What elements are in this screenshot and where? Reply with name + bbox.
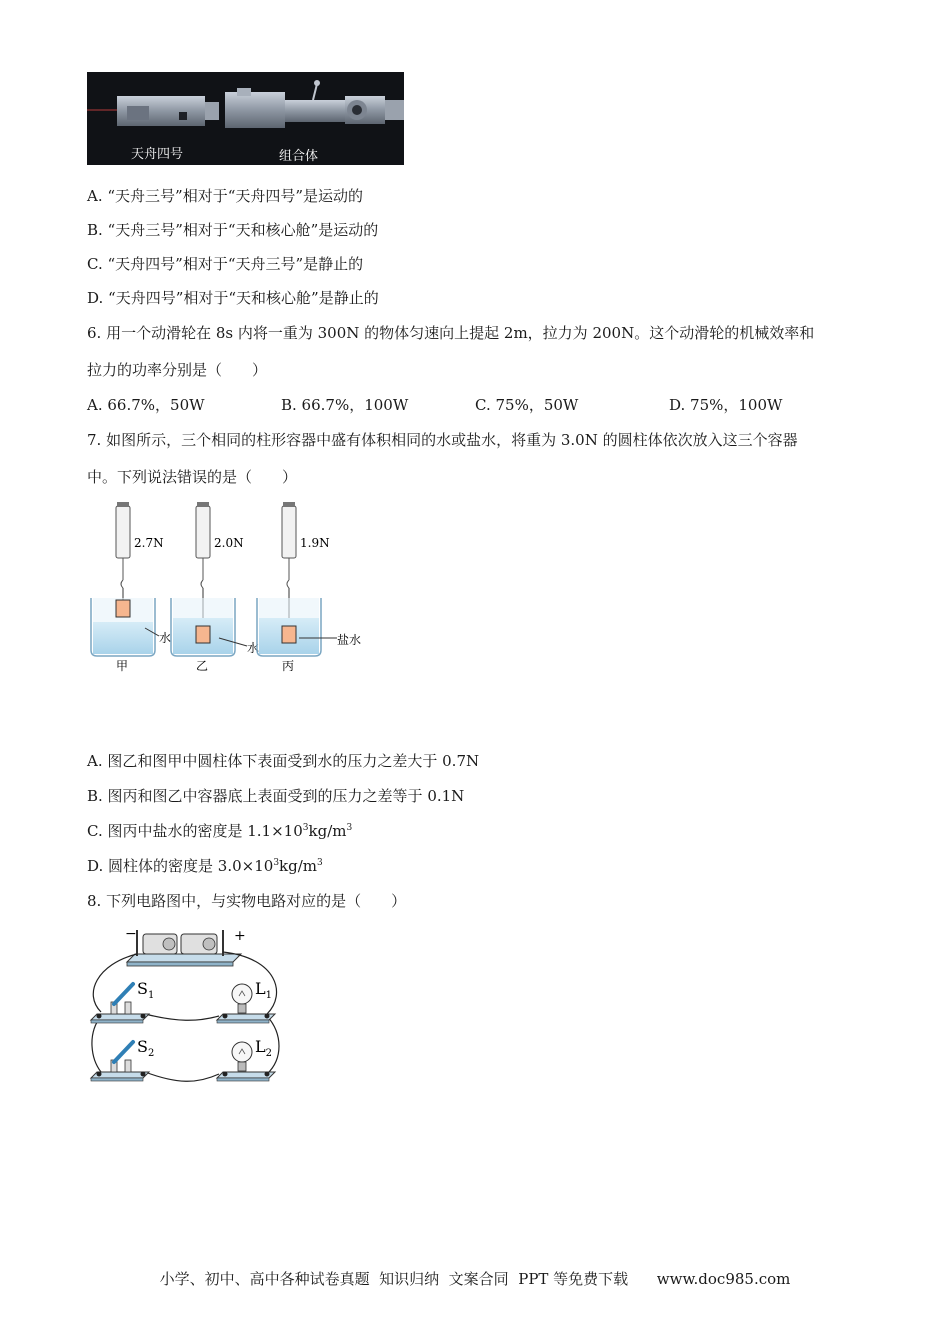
q7-stem-line1: 7. 如图所示，三个相同的柱形容器中盛有体积相同的水或盐水，将重为 3.0N 的圆柱体依次放入这三个容器 [87,431,798,449]
cylinder [282,626,296,643]
q7-label-yi: 乙 [196,659,209,673]
q6-option-b: B. 66.7%，100W [281,396,409,414]
spring-scale [116,506,130,558]
q7-option-c: C. 图丙中盐水的密度是 $1.1\times 10^3kg/m^3$ [87,822,353,840]
q7-setup-yi [171,502,259,673]
spring-scale [196,506,210,558]
q7-label-bing: 丙 [282,659,295,673]
label-s1: $S_1$ [137,979,155,1001]
label-s2: $S_2$ [137,1037,155,1059]
q6-option-a: A. 66.7%，50W [87,396,205,414]
cylinder [196,626,210,643]
q7-liquid-jia: 水 [159,631,172,645]
q7-setup-jia [91,502,171,673]
q7-stem-line2: 中。下列说法错误的是（ ） [87,468,298,486]
battery-negative-sign: − [125,926,137,942]
q7-figure [87,500,387,680]
q7-label-jia: 甲 [116,659,129,673]
q7-liquid-bing: 盐水 [337,633,362,647]
q5-option-d: D. “天舟四号”相对于“天和核心舱”是静止的 [87,289,379,307]
q7-option-d: D. 圆柱体的密度是 $3.0\times 10^3kg/m^3$ [87,857,323,875]
photo-caption-right: 组合体 [279,149,319,164]
q6-stem-line1: 6. 用一个动滑轮在 8s 内将一重为 300N 的物体匀速向上提起 2m，拉力为 200N。这个动滑轮的机械效率和 [87,324,815,342]
q6-stem-line2: 拉力的功率分别是（ ） [87,361,268,379]
q7-option-b: B. 图丙和图乙中容器底上表面受到的压力之差等于 0.1N [87,787,465,805]
page-footer: 小学、初中、高中各种试卷真题 知识归纳 文案合同 PPT 等免费下载 www.doc985.com [159,1270,791,1288]
q5-option-b: B. “天舟三号”相对于“天和核心舱”是运动的 [87,221,379,239]
label-l2: $L_2$ [255,1037,272,1059]
q6-option-d: D. 75%，100W [669,396,783,414]
q7-reading-bing: 1.9N [300,536,330,550]
battery-positive-sign: + [234,928,246,944]
photo-caption-left: 天舟四号 [131,147,184,162]
q8-circuit-figure [87,924,297,1090]
spring-scale [282,506,296,558]
q6-option-c: C. 75%，50W [475,396,579,414]
spacecraft-photo [87,72,404,165]
q7-setup-bing [257,502,361,673]
label-l1: $L_1$ [255,979,272,1001]
q7-reading-yi: 2.0N [214,536,244,550]
q7-reading-jia: 2.7N [134,536,164,550]
q5-option-a: A. “天舟三号”相对于“天舟四号”是运动的 [87,187,364,205]
q5-option-c: C. “天舟四号”相对于“天舟三号”是静止的 [87,255,364,273]
q7-liquid-yi: 水 [247,641,260,655]
cylinder [116,600,130,617]
q8-stem: 8. 下列电路图中，与实物电路对应的是（ ） [87,892,407,910]
q7-option-a: A. 图乙和图甲中圆柱体下表面受到水的压力之差大于 0.7N [87,752,480,770]
